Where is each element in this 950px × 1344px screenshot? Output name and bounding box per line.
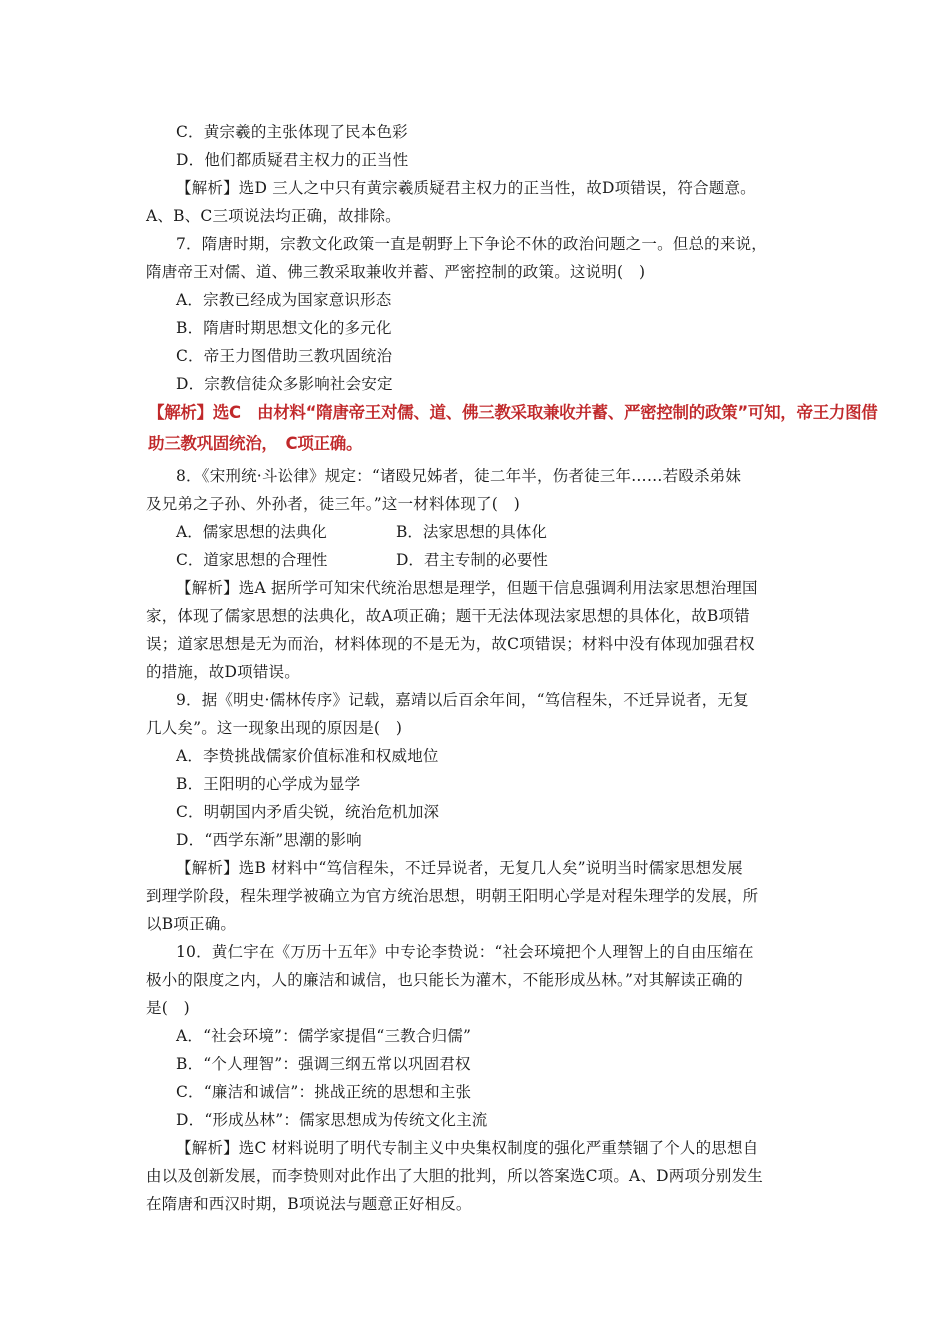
q8-option: A．儒家思想的法典化	[176, 523, 327, 541]
q7-analysis-highlight: 助三教巩固统治， C项正确。	[148, 434, 363, 453]
q6-option-d: D．他们都质疑君主权力的正当性	[176, 151, 409, 169]
q6-analysis-line: A、B、C三项说法均正确，故排除。	[146, 207, 401, 225]
q10-option: D．“形成丛林”：儒家思想成为传统文化主流	[176, 1111, 488, 1129]
q8-analysis-line: 误；道家思想是无为而治，材料体现的不是无为，故C项错误；材料中没有体现加强君权	[146, 635, 755, 653]
q10-analysis-line: 【解析】选C 材料说明了明代专制主义中央集权制度的强化严重禁锢了个人的思想自	[176, 1139, 759, 1157]
q9-stem-line: 9．据《明史·儒林传序》记载，嘉靖以后百余年间，“笃信程朱，不迁异说者，无复	[176, 691, 749, 709]
q10-analysis-line: 在隋唐和西汉时期，B项说法与题意正好相反。	[146, 1195, 472, 1213]
q8-stem-line: 及兄弟之子孙、外孙者，徒三年。”这一材料体现了( )	[146, 495, 520, 513]
q7-option: C．帝王力图借助三教巩固统治	[176, 347, 393, 365]
q7-analysis-highlight: 【解析】选C 由材料“隋唐帝王对儒、道、佛三教采取兼收并蓄、严密控制的政策”可知，帝王力图借	[148, 403, 878, 422]
q7-option: B．隋唐时期思想文化的多元化	[176, 319, 392, 337]
q8-option: B．法家思想的具体化	[396, 523, 547, 541]
q8-stem-line: 8．《宋刑统·斗讼律》规定：“诸殴兄姊者，徒二年半，伤者徒三年……若殴杀弟妹	[176, 467, 742, 485]
q9-option: B．王阳明的心学成为显学	[176, 775, 361, 793]
q7-option: A．宗教已经成为国家意识形态	[176, 291, 392, 309]
q9-option: A．李贽挑战儒家价值标准和权威地位	[176, 747, 439, 765]
q7-option: D．宗教信徒众多影响社会安定	[176, 375, 393, 393]
q6-option-c: C．黄宗羲的主张体现了民本色彩	[176, 123, 408, 141]
q7-stem-line: 7．隋唐时期，宗教文化政策一直是朝野上下争论不休的政治问题之一。但总的来说，	[176, 235, 767, 253]
q10-analysis-line: 由以及创新发展，而李贽则对此作出了大胆的批判，所以答案选C项。A、D两项分别发生	[146, 1167, 763, 1185]
q8-option: C．道家思想的合理性	[176, 551, 328, 569]
q9-analysis-line: 以B项正确。	[146, 915, 237, 933]
q10-stem-line: 极小的限度之内，人的廉洁和诚信，也只能长为灌木，不能形成丛林。”对其解读正确的	[146, 971, 743, 989]
q10-stem-line: 是( )	[146, 999, 190, 1017]
q7-stem-line: 隋唐帝王对儒、道、佛三教采取兼收并蓄、严密控制的政策。这说明( )	[146, 263, 646, 281]
q9-option: C．明朝国内矛盾尖锐，统治危机加深	[176, 803, 440, 821]
q8-analysis-line: 家，体现了儒家思想的法典化，故A项正确；题干无法体现法家思想的具体化，故B项错	[146, 607, 750, 625]
q10-option: C．“廉洁和诚信”：挑战正统的思想和主张	[176, 1083, 472, 1101]
q9-analysis-line: 【解析】选B 材料中“笃信程朱，不迁异说者，无复几人矣”说明当时儒家思想发展	[176, 859, 743, 877]
q10-stem-line: 10．黄仁宇在《万历十五年》中专论李贽说：“社会环境把个人理智上的自由压缩在	[176, 943, 754, 961]
q8-option: D．君主专制的必要性	[396, 551, 548, 569]
q9-analysis-line: 到理学阶段，程朱理学被确立为官方统治思想，明朝王阳明心学是对程朱理学的发展，所	[146, 887, 759, 905]
q8-analysis-line: 的措施，故D项错误。	[146, 663, 300, 681]
q8-analysis-line: 【解析】选A 据所学可知宋代统治思想是理学，但题干信息强调利用法家思想治理国	[176, 579, 758, 597]
q9-option: D．“西学东渐”思潮的影响	[176, 831, 362, 849]
q10-option: B．“个人理智”：强调三纲五常以巩固君权	[176, 1055, 471, 1073]
q6-analysis-line: 【解析】选D 三人之中只有黄宗羲质疑君主权力的正当性，故D项错误，符合题意。	[176, 179, 756, 197]
q9-stem-line: 几人矣”。这一现象出现的原因是( )	[146, 719, 403, 737]
q10-option: A．“社会环境”：儒学家提倡“三教合归儒”	[176, 1027, 472, 1045]
